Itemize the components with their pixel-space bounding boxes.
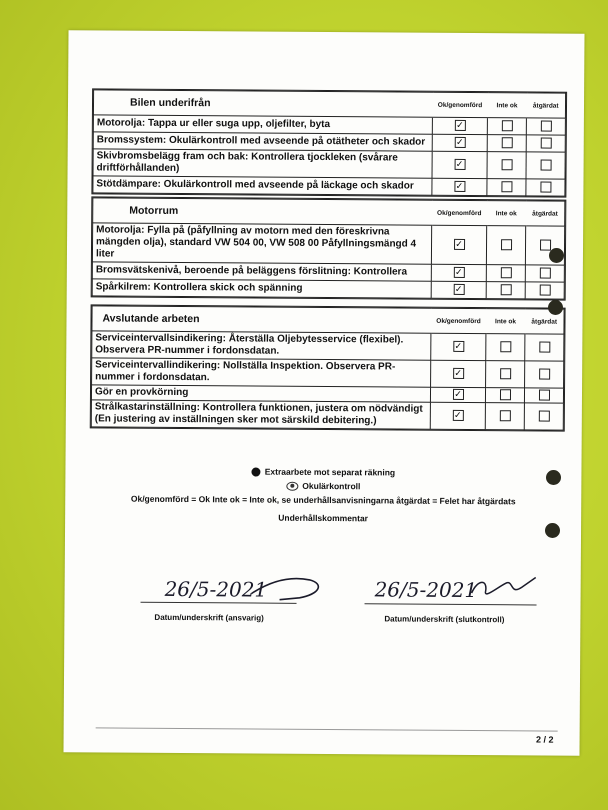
maintenance-comment-label: Underhållskommentar — [278, 512, 369, 524]
col-ok-header: Ok/genomförd — [431, 308, 486, 333]
col-ok-header: Ok/genomförd — [432, 92, 487, 117]
ok-checkbox[interactable]: ✓ — [454, 368, 462, 379]
ok-checkbox[interactable]: ✓ — [455, 137, 464, 148]
fixed-checkbox[interactable] — [538, 390, 549, 401]
signature-scribble-left — [250, 571, 330, 602]
fixed-checkbox[interactable] — [539, 342, 550, 353]
col-not-ok-header: Inte ok — [487, 201, 526, 226]
not-ok-checkbox[interactable] — [500, 342, 511, 353]
signature-line-right — [365, 603, 537, 605]
not-ok-checkbox[interactable] — [499, 390, 510, 401]
fixed-checkbox[interactable] — [540, 182, 551, 193]
not-ok-checkbox[interactable] — [501, 121, 512, 132]
ok-checkbox[interactable]: ✓ — [454, 389, 462, 400]
col-not-ok-header: Inte ok — [487, 93, 526, 118]
table-row: Strålkastarinställning: Kontrollera funktionen, justera om nödvändigt (En justering av inställningen sker mot särskild debitering.) ✓ — [91, 400, 563, 430]
ok-checkbox[interactable]: ✓ — [454, 341, 463, 352]
fixed-checkbox[interactable] — [539, 369, 550, 380]
table-row: Gör en provkörning ✓ — [91, 385, 563, 403]
footer-divider — [96, 727, 558, 731]
not-ok-checkbox[interactable] — [501, 182, 512, 193]
not-ok-checkbox[interactable] — [500, 369, 511, 380]
section-title: Bilen underifrån — [93, 90, 432, 117]
section-title: Avslutande arbeten — [92, 306, 431, 333]
not-ok-checkbox[interactable] — [501, 160, 512, 171]
ok-checkbox[interactable]: ✓ — [454, 410, 462, 421]
not-ok-checkbox[interactable] — [500, 268, 511, 279]
black-dot-icon — [252, 468, 261, 477]
ok-checkbox[interactable]: ✓ — [455, 159, 464, 170]
not-ok-checkbox[interactable] — [499, 411, 510, 422]
section-title: Motorrum — [93, 198, 432, 225]
binder-hole — [548, 300, 563, 315]
legend-key: Ok/genomförd = Ok Inte ok = Inte ok, se underhållsanvisningarna åtgärdat = Felet har åtgärdats — [130, 493, 516, 507]
section-final-work — [90, 304, 566, 431]
fixed-checkbox[interactable] — [540, 138, 551, 149]
fixed-checkbox[interactable] — [538, 411, 549, 422]
ok-checkbox[interactable]: ✓ — [456, 120, 464, 131]
ok-checkbox[interactable]: ✓ — [455, 267, 463, 278]
table-row: Skivbromsbelägg fram och bak: Kontrollera tjockleken (svårare driftförhållanden) ✓ — [93, 149, 565, 179]
table-row: Motorolja: Tappa ur eller suga upp, oljefilter, byta ✓ — [93, 115, 565, 135]
col-fixed-header: åtgärdat — [525, 309, 564, 334]
service-document-page — [63, 30, 584, 756]
table-row: Motorolja: Fylla på (påfyllning av motorn med den föreskrivna mängden olja), standard VW 504 00, VW 508 00 Påfyllningsmängd 4 liter ✓ — [92, 223, 564, 265]
table-row: Stötdämpare: Okulärkontroll med avseende på läckage och skador ✓ — [93, 176, 565, 196]
table-row: Serviceintervallindikering: Nollställa Inspektion. Observera PR-nummer i fordonsdatan. ✓ — [92, 358, 564, 388]
ok-checkbox[interactable]: ✓ — [455, 239, 463, 250]
binder-hole — [545, 523, 560, 538]
col-not-ok-header: Inte ok — [486, 309, 525, 334]
not-ok-checkbox[interactable] — [500, 240, 511, 251]
not-ok-checkbox[interactable] — [500, 285, 511, 296]
eye-icon — [286, 482, 298, 491]
ok-checkbox[interactable]: ✓ — [455, 181, 464, 192]
signature-scribble-right — [470, 573, 540, 603]
fixed-checkbox[interactable] — [539, 268, 550, 279]
signature-label-left: Datum/underskrift (ansvarig) — [154, 612, 264, 623]
col-fixed-header: åtgärdat — [526, 93, 565, 118]
binder-hole — [549, 248, 564, 263]
table-row: Serviceintervallsindikering: Återställa Oljebytesservice (flexibel). Observera PR-nummer i fordonsdatan. ✓ — [92, 331, 564, 361]
section-underbody — [91, 88, 567, 197]
fixed-checkbox[interactable] — [540, 121, 551, 132]
ok-checkbox[interactable]: ✓ — [454, 284, 463, 295]
page-number: 2 / 2 — [536, 734, 554, 745]
col-ok-header: Ok/genomförd — [432, 200, 487, 225]
table-row: Bromsvätskenivå, beroende på beläggens förslitning: Kontrollera ✓ — [92, 262, 564, 282]
signature-label-right: Datum/underskrift (slutkontroll) — [384, 614, 505, 625]
legend-extra-work: Extraarbete mot separat räkning — [65, 465, 581, 479]
not-ok-checkbox[interactable] — [501, 138, 512, 149]
binder-hole — [546, 470, 561, 485]
table-row: Bromssystem: Okulärkontroll med avseende på otätheter och skador ✓ — [93, 132, 565, 152]
signature-line-left — [141, 602, 297, 604]
handwritten-date-right: 26/5-2021 — [374, 577, 478, 603]
col-fixed-header: åtgärdat — [526, 201, 565, 226]
section-engine-bay — [91, 196, 567, 300]
fixed-checkbox[interactable] — [539, 285, 550, 296]
fixed-checkbox[interactable] — [540, 160, 551, 171]
fixed-checkbox[interactable] — [539, 240, 550, 251]
handwritten-date-left: 26/5-2021 — [164, 576, 268, 602]
legend-visual-check: Okulärkontroll — [65, 479, 581, 493]
table-row: Spårkilrem: Kontrollera skick och spänning ✓ — [92, 279, 564, 299]
